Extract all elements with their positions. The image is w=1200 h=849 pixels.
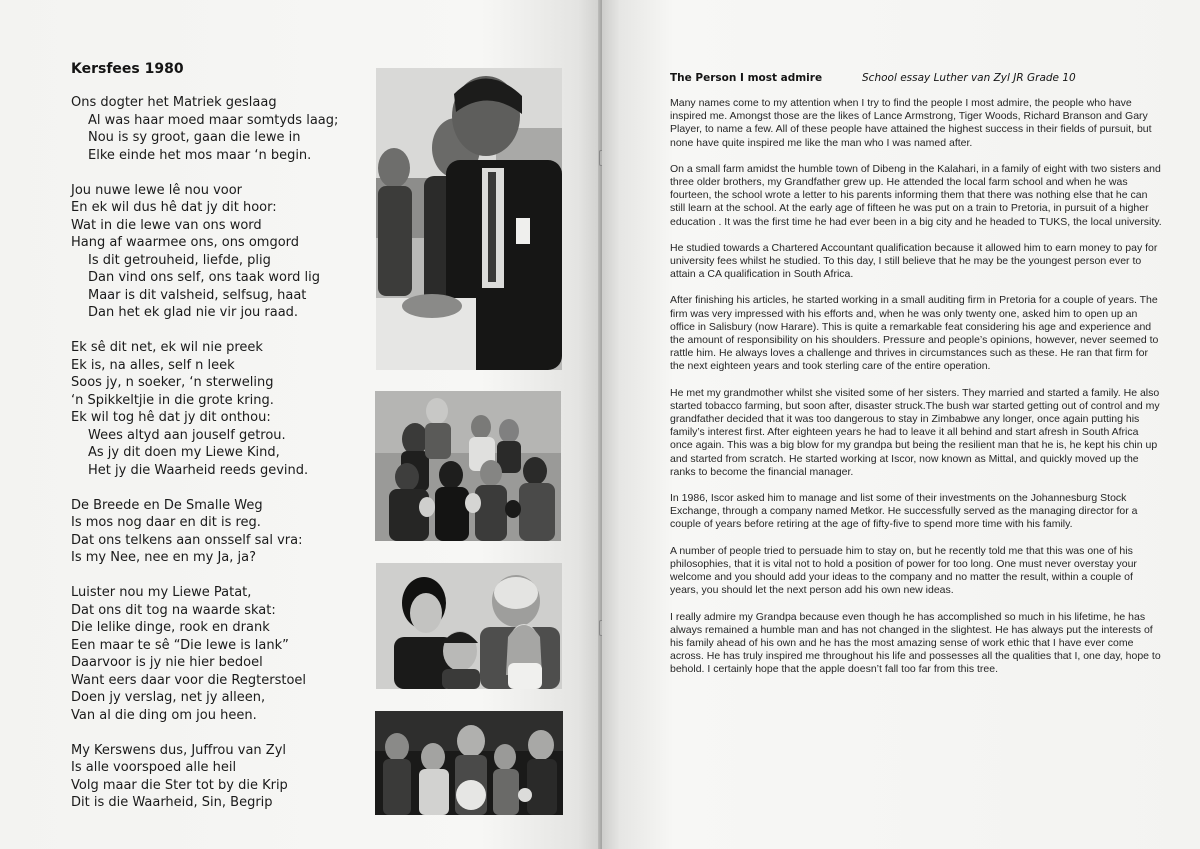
poem-line: Van al die ding om jou heen. [71, 707, 257, 723]
poem-line: ‘n Spikkeltjie in die grote kring. [71, 392, 274, 408]
poem-line: Al was haar moed maar somtyds laag; [88, 112, 339, 128]
essay-subtitle: School essay Luther van Zyl JR Grade 10 [862, 72, 1076, 84]
poem-line: Het jy die Waarheid reeds gevind. [88, 462, 309, 478]
poem-line: Luister nou my Liewe Patat, [71, 585, 252, 600]
poem-line: Is mos nog daar en dit is reg. [71, 515, 261, 530]
essay-paragraph: Many names come to my attention when I try to find the people I most admire, the people who have inspired me. Amongst those are the likes of Lance Armstrong, Tiger Woods, Richard Branson and Gary Player, to name a few. All of these people have attained the highest success in their fields of pursuit, but none have quite inspired me like the man who I was named after. [670, 97, 1152, 149]
essay-paragraph: In 1986, Iscor asked him to manage and list some of their investments on the Johannesburg Stock Exchange, through a company named Metkor. He successfully served as the managing director for a couple of years before retiring at the age of fifty-five to spend more time with his family. [670, 492, 1138, 531]
poem-line: Een maar te sê “Die lewe is lank” [71, 637, 289, 653]
poem-title: Kersfees 1980 [71, 61, 184, 77]
poem-line: Dat ons telkens aan onsself sal vra: [71, 532, 303, 548]
poem-line: Elke einde het mos maar ‘n begin. [88, 147, 312, 163]
poem-line: Jou nuwe lewe lê nou voor [71, 182, 243, 198]
poem-line: Is alle voorspoed alle heil [71, 760, 237, 775]
poem-line: Daarvoor is jy nie hier bedoel [71, 655, 263, 670]
essay-paragraph: He met my grandmother whilst she visited some of her sisters. They married and started a family. He also started tobacco farming, but soon after, disaster struck.The bush war started getting out of control and my grandfather decided that it was too dangerous to stay in Zimbabwe any longer, once again putting his family’s interest first. After eighteen years he had to leave it all behind and start afresh in South Africa once again. This was a big blow for my grandpa but being the resilient man that he is, he kept his chin up and started from scratch. He started working at Iscor, now known as Mittal, and quickly moved up the ranks to become the financial manager. [670, 386, 1160, 478]
poem-line: Hang af waarmee ons, ons omgord [71, 235, 300, 250]
poem-line: Dit is die Waarheid, Sin, Begrip [71, 795, 273, 810]
poem-stanza [71, 339, 371, 479]
poem-line: Ek sê dit net, ek wil nie preek [71, 340, 263, 355]
poem-line: De Breede en De Smalle Weg [71, 497, 263, 513]
poem-stanza [71, 742, 371, 812]
essay-paragraph: On a small farm amidst the humble town of Dibeng in the Kalahari, in a family of eight with two sisters and three older brothers, my Grandfather grew up. He attended the local farm school and when he was fourteen, the school wrote a letter to his parents informing them that there was nothing else that he can still learn at the school. At the early age of fifteen he was put on a train to Pretoria, in pursuit of a higher education . It was the first time he had ever been in a big city and he headed to TUKS, the local university. [670, 162, 1162, 228]
essay-paragraph: I really admire my Grandpa because even though he has accomplished so much in his lifetime, he has always remained a humble man and has not changed in the slightest. He has always put the interests of his family ahead of his own and he has the most amazing sense of work ethic that I have ever come across. He has truly inspired me throughout his life and possesses all the qualities that I, one day, hope to behold. I certainly hope that the apple doesn’t fall too far from this tree. [670, 610, 1161, 676]
poem-line: Wees altyd aan jouself getrou. [88, 427, 286, 443]
poem-line: Want eers daar voor die Regterstoel [71, 672, 307, 688]
poem-line: As jy dit doen my Liewe Kind, [88, 445, 280, 460]
poem-line: Doen jy verslag, net jy alleen, [71, 690, 266, 705]
poem-line: Dan het ek glad nie vir jou raad. [88, 305, 299, 320]
essay-paragraph: After finishing his articles, he started working in a small auditing firm in Pretoria for a couple of years. The firm was very impressed with his efforts and, when he was only twenty one, asked him to open up an office in Salisbury (now Harare). This is quite a remarkable feat considering his age and experience and the amount of responsibility on his shoulders. Pressure and people’s opinions, however, never seemed to rattle him. He always loves a challenge and thrives in circumstances such as these. He ran that firm for the next eighteen years and took sterling care of the entire operation. [670, 294, 1159, 373]
poem-body [71, 94, 371, 829]
poem-line: Maar is dit valsheid, selfsug, haat [88, 287, 307, 303]
poem-line: Soos jy, n soeker, ‘n sterweling [71, 375, 274, 390]
essay-paragraph: A number of people tried to persuade him to stay on, but he recently told me that this was one of his philosophies, that it is vital not to hold a position of power for too long. One must never overstay your welcome and you should add your ideas to the company and no matter the result, within a couple of years, you should let the next person add his own new ideas. [670, 544, 1137, 597]
essay-body [670, 97, 1163, 690]
poem-line: Dan vind ons self, ons taak word lig [88, 270, 320, 285]
photo-children-party [375, 711, 563, 815]
photo-ceremony [376, 68, 562, 370]
poem-line: Is my Nee, nee en my Ja, ja? [71, 550, 256, 565]
poem-line: En ek wil dus hê dat jy dit hoor: [71, 200, 277, 215]
poem-line: Dat ons dit tog na waarde skat: [71, 602, 276, 618]
poem-stanza [71, 584, 371, 724]
poem-line: Nou is sy groot, gaan die lewe in [88, 130, 301, 145]
poem-stanza [71, 497, 371, 567]
poem-line: Volg maar die Ster tot by die Krip [71, 777, 288, 793]
essay-title: The Person I most admire [670, 72, 823, 84]
poem-line: Ek is, na alles, self n leek [71, 357, 235, 373]
photo-grandparents-children [376, 563, 562, 689]
poem-line: Wat in die lewe van ons word [71, 217, 262, 233]
essay-paragraph: He studied towards a Chartered Accountant qualification because it allowed him to earn money to pay for university fees whilst he studied. To this day, I still believe that he may be the youngest person ever to attain a CA qualification in South Africa. [670, 241, 1158, 281]
poem-line: Die lelike dinge, rook en drank [71, 620, 270, 635]
poem-line: Is dit getrouheid, liefde, plig [88, 252, 271, 268]
poem-line: My Kerswens dus, Juffrou van Zyl [71, 742, 286, 758]
poem-line: Ek wil tog hê dat jy dit onthou: [71, 410, 271, 425]
essay-header [670, 72, 1150, 84]
poem-stanza [71, 94, 371, 164]
photo-family-group [375, 391, 561, 541]
poem-line: Ons dogter het Matriek geslaag [71, 95, 277, 110]
poem-stanza [71, 182, 371, 322]
